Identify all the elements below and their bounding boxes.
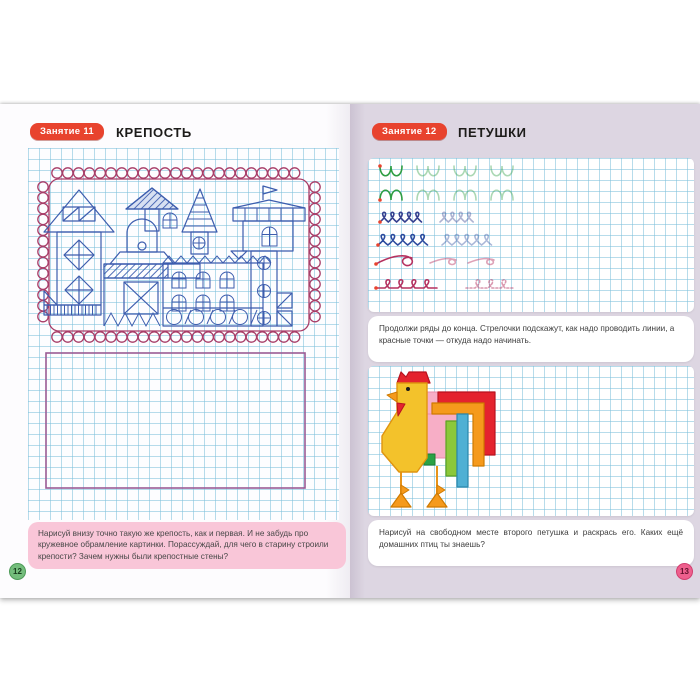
page-number-13: 13 <box>676 563 693 580</box>
rooster-illustration <box>368 366 694 516</box>
instruction-box-top <box>368 316 694 362</box>
right-page-title: ПЕТУШКИ <box>458 125 527 140</box>
book-spread <box>0 104 700 598</box>
practice-area-frame <box>46 353 305 488</box>
instruction-text-left: Нарисуй внизу точно такую же крепость, как и первая. И не забудь про кружевное обрамление картинки. Порассуждай, для чего в старину строили крепости? Зачем нужны были крепостные стены? <box>38 529 329 561</box>
fortress-drawing <box>44 186 305 326</box>
right-page <box>350 104 700 598</box>
lesson-badge-11: Занятие 11 <box>30 123 104 140</box>
instruction-box-left <box>28 522 346 569</box>
left-page-title: КРЕПОСТЬ <box>116 125 192 140</box>
left-page <box>0 104 350 598</box>
instruction-text-bottom: Нарисуй на свободном месте второго петушка и раскрась его. Каких ещё домашних птиц ты знаешь? <box>379 528 683 549</box>
handwriting-panel <box>368 158 694 312</box>
rooster-panel <box>368 366 694 516</box>
lesson-badge-12: Занятие 12 <box>372 123 447 140</box>
page-number-12: 12 <box>9 563 26 580</box>
instruction-text-top: Продолжи ряды до конца. Стрелочки подскажут, как надо проводить линии, а красные точки — откуда надо начинать. <box>379 324 675 345</box>
handwriting-rows <box>368 158 694 312</box>
castle-illustration <box>28 148 339 520</box>
castle-area <box>28 148 339 520</box>
instruction-box-bottom <box>368 520 694 566</box>
